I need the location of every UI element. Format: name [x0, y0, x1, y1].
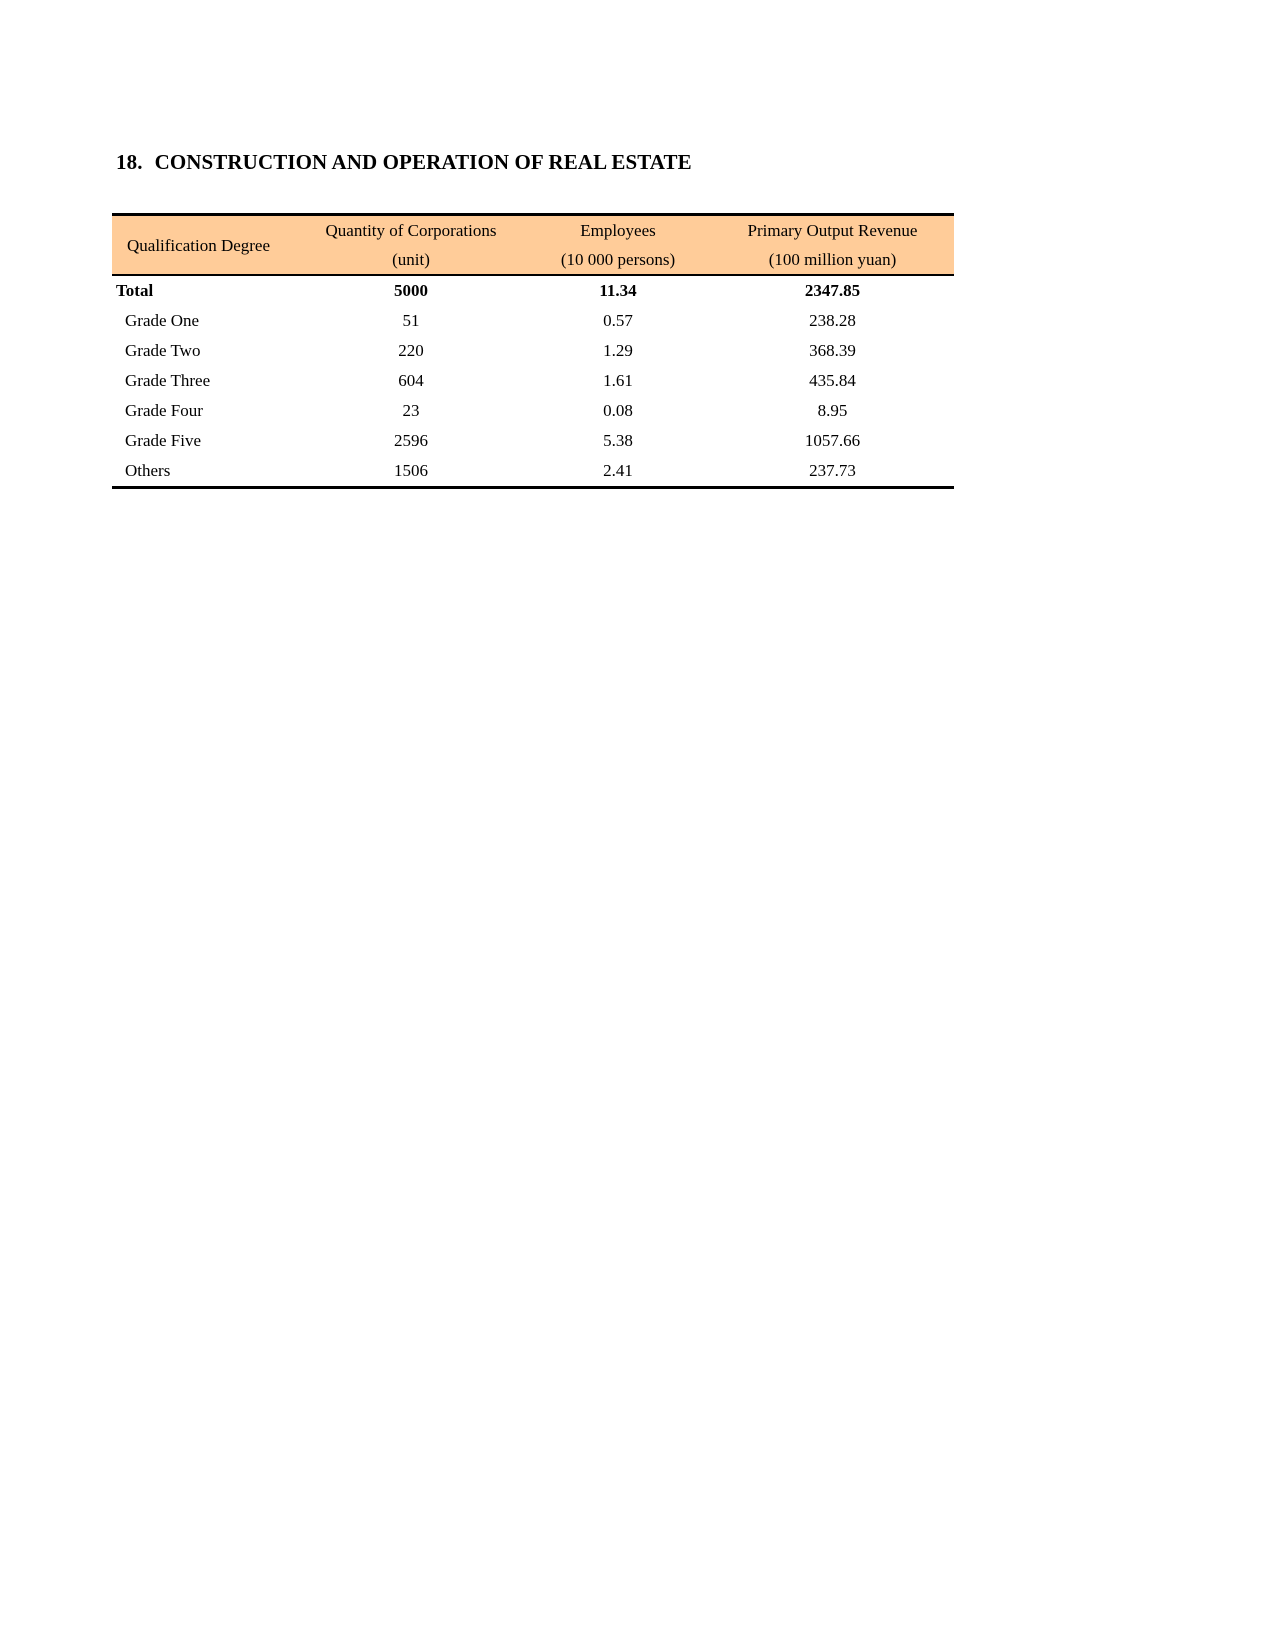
header-employees: Employees: [525, 215, 711, 246]
corporations-cell: 5000: [394, 281, 428, 300]
table-row: [112, 366, 954, 396]
header-revenue-unit: (100 million yuan): [711, 245, 954, 275]
revenue-cell: 238.28: [809, 311, 856, 330]
revenue-cell: 368.39: [809, 341, 856, 360]
table-row: [112, 426, 954, 456]
revenue-cell: 8.95: [817, 401, 848, 420]
corporations-cell: 51: [402, 311, 420, 330]
row-label: Grade One: [125, 311, 200, 330]
corporations-cell: 604: [398, 371, 424, 390]
corporations-cell: 23: [402, 401, 420, 420]
header-employees-unit: (10 000 persons): [525, 245, 711, 275]
employees-cell: 11.34: [599, 281, 637, 300]
header-corporations: Quantity of Corporations: [297, 215, 525, 246]
employees-cell: 0.57: [603, 311, 633, 330]
table-header: [112, 215, 954, 276]
revenue-cell: 2347.85: [804, 281, 861, 300]
header-corporations-unit: (unit): [297, 245, 525, 275]
row-label: Grade Five: [125, 431, 202, 450]
row-label: Grade Two: [125, 341, 201, 360]
row-label: Total: [116, 281, 154, 300]
table-row: [112, 396, 954, 426]
revenue-cell: 1057.66: [804, 431, 861, 450]
page-title: [116, 150, 692, 175]
employees-cell: 1.61: [603, 371, 633, 390]
table-body: [112, 275, 954, 488]
table-row-total: [112, 275, 954, 306]
real-estate-table: [112, 213, 954, 489]
employees-cell: 1.29: [603, 341, 633, 360]
row-label: Grade Four: [125, 401, 203, 420]
revenue-cell: 237.73: [711, 456, 954, 488]
revenue-cell: 435.84: [809, 371, 856, 390]
corporations-cell: 2596: [394, 431, 428, 450]
table-row: [112, 336, 954, 366]
header-qualification-degree: Qualification Degree: [112, 215, 297, 276]
table-row: [112, 306, 954, 336]
section-title-text: CONSTRUCTION AND OPERATION OF REAL ESTATE: [154, 150, 692, 174]
employees-cell: 0.08: [603, 401, 633, 420]
corporations-cell: 220: [398, 341, 424, 360]
header-revenue: Primary Output Revenue: [711, 215, 954, 246]
row-label: Others: [112, 456, 297, 488]
row-label: Grade Three: [125, 371, 211, 390]
employees-cell: 5.38: [603, 431, 633, 450]
corporations-cell: 1506: [297, 456, 525, 488]
section-number: 18.: [116, 150, 143, 174]
table-row: [112, 456, 954, 488]
employees-cell: 2.41: [525, 456, 711, 488]
